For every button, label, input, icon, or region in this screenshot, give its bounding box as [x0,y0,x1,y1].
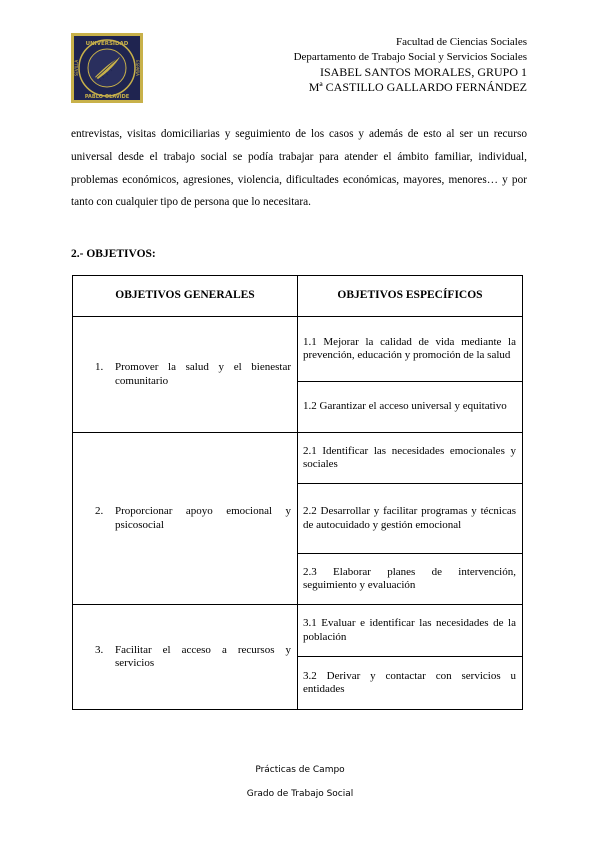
general-objective-text: Proporcionar apoyo emocional y psicosocial [115,505,291,531]
specific-objective [298,605,523,657]
general-objective-number: 2. [95,505,104,517]
objectives-table [72,275,523,710]
general-objective [73,605,298,710]
university-logo [71,33,143,103]
specific-objective [298,554,523,605]
general-objective [73,317,298,433]
logo-text-left: SEVILLA [74,59,79,77]
specific-objective-text: 1.1 Mejorar la calidad de vida mediante la prevención, educación y promoción de la salud [303,335,516,361]
specific-objective-text: 2.2 Desarrollar y facilitar programas y técnicas de autocuidado y gestión emocional [303,505,516,531]
specific-objective-text: 2.3 Elaborar planes de intervención, seguimiento y evaluación [303,565,516,591]
page-header [294,35,527,95]
section-title: 2.- OBJETIVOS: [71,248,156,260]
table-row [73,433,523,484]
department-name: Departamento de Trabajo Social y Servicios Sociales [293,51,527,63]
general-objective-text: Facilitar el acceso a recursos y servicios [115,643,291,669]
table-row [73,605,523,657]
specific-objective-text: 1.2 Garantizar el acceso universal y equitativo [303,400,507,413]
body-paragraph: entrevistas, visitas domiciliarias y seguimiento de los casos y además de esto al ser un recurso universal desde el trabajo social se podía trabajar para atender el ámbito familiar, individual, problemas económicos, agresiones, violencia, dificultades económicas, mayores, menores… y por tanto con cualquier tipo de persona que lo necesitara. [71,128,527,209]
faculty-name: Facultad de Ciencias Sociales [395,36,527,48]
specific-objective [298,433,523,484]
logo-text-right: ESPAÑA [135,60,140,76]
specific-objective-text: 3.1 Evaluar e identificar las necesidades de la población [303,617,516,643]
table-row [73,317,523,382]
general-objective-text: Promover la salud y el bienestar comunitario [115,361,291,387]
logo-text-top: UNIVERSIDAD [85,41,129,47]
footer-line-1: Prácticas de Campo [255,765,345,775]
specific-objective [298,657,523,710]
specific-objective [298,382,523,433]
specific-objective [298,317,523,382]
logo-text-bottom: PABLO·OLAVIDE [84,94,130,100]
specific-objective [298,484,523,554]
header-specific: OBJETIVOS ESPECÍFICOS [298,276,523,317]
specific-objective-text: 2.1 Identificar las necesidades emocionales y sociales [303,444,516,470]
header-general: OBJETIVOS GENERALES [73,276,298,317]
general-objective [73,433,298,605]
specific-objective-text: 3.2 Derivar y contactar con servicios u entidades [303,669,516,695]
author-line-2: Mª CASTILLO GALLARDO FERNÁNDEZ [308,80,527,94]
author-line-1: ISABEL SANTOS MORALES, GRUPO 1 [319,65,527,79]
footer-line-2: Grado de Trabajo Social [246,789,354,799]
table-header-row [73,276,523,317]
general-objective-number: 1. [95,361,104,373]
general-objective-number: 3. [95,643,104,656]
